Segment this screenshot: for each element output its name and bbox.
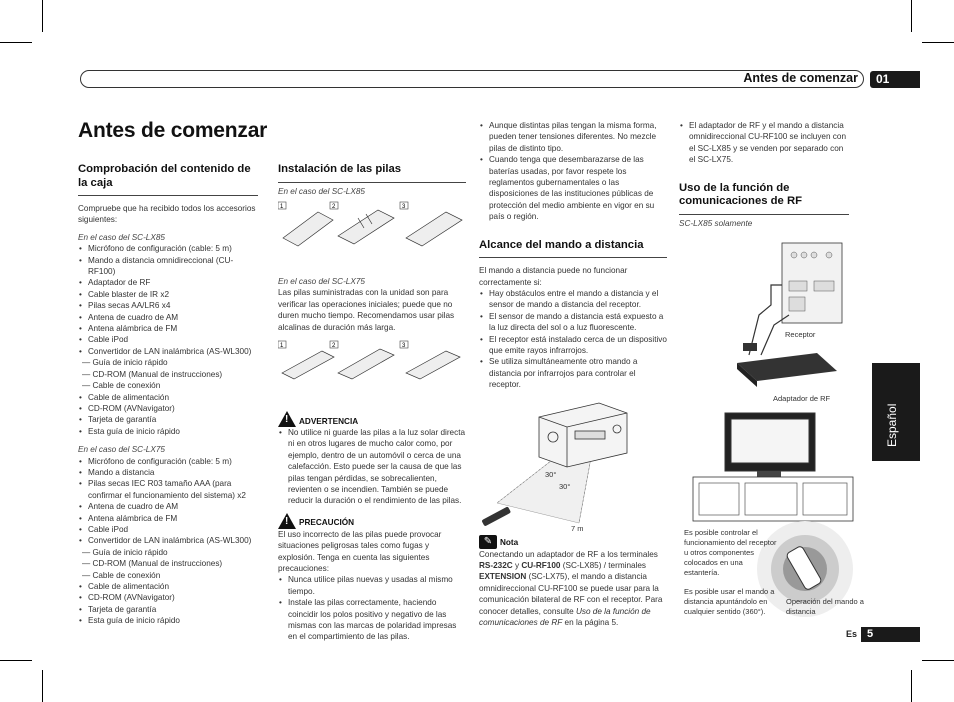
list-item: • Cable de alimentación bbox=[78, 392, 258, 403]
page-title: Antes de comenzar bbox=[78, 119, 268, 142]
crop-mark bbox=[922, 660, 954, 661]
language-tab-label: Español bbox=[885, 403, 899, 447]
page-number: 5 bbox=[861, 627, 920, 642]
note-label: Nota bbox=[500, 538, 519, 548]
column-range bbox=[479, 120, 667, 628]
list-item: • Antena de cuadro de AM bbox=[78, 501, 258, 512]
rf-caption-operation: Operación del mando a distancia bbox=[786, 597, 864, 616]
model-label-lx75: En el caso del SC-LX75 bbox=[278, 276, 365, 286]
crop-mark bbox=[42, 670, 43, 702]
list-item: • Cable de alimentación bbox=[78, 581, 258, 592]
rf-caption-360: Es posible usar el mando a distancia apuntándolo en cualquier sentido (360°). bbox=[684, 587, 775, 616]
heading-range: Alcance del mando a distancia bbox=[479, 239, 667, 259]
list-item: • Cable iPod bbox=[78, 524, 258, 535]
header-section-title: Antes de comenzar bbox=[743, 71, 858, 85]
battery-illustration-lx85 bbox=[278, 200, 466, 250]
note-part: y bbox=[512, 561, 522, 571]
terminal-extension: EXTENSION bbox=[479, 572, 527, 582]
distance-label: 7 m bbox=[571, 523, 584, 533]
angle-label-2: 30° bbox=[559, 481, 571, 491]
crop-mark bbox=[922, 42, 954, 43]
warning-icon bbox=[278, 411, 296, 427]
receptor-label: Receptor bbox=[785, 330, 816, 339]
list-item: • Convertidor de LAN inalámbrica (AS-WL300) bbox=[78, 346, 258, 357]
adapter-label: Adaptador de RF bbox=[773, 394, 831, 403]
column-batteries bbox=[278, 163, 466, 643]
battery-illustration-lx75 bbox=[278, 339, 466, 383]
step-3-label: 3 bbox=[402, 203, 406, 210]
step-1-label: 1 bbox=[280, 342, 284, 349]
model-label-lx85: En el caso del SC-LX85 bbox=[78, 232, 165, 242]
list-item: • CD-ROM (AVNavigator) bbox=[78, 403, 258, 414]
battery-notes-list bbox=[479, 120, 667, 223]
list-item: — Guía de inicio rápido bbox=[82, 358, 168, 368]
model-label-lx75: En el caso del SC-LX75 bbox=[78, 445, 165, 455]
list-item: • Cuando tenga que desembarazarse de las baterías usadas, por favor respete los reglamentos gubernamentales o las disposiciones de las instituciones públicas de protección del medio ambiente en vigor en su país o región. bbox=[479, 154, 667, 222]
list-item: • El sensor de mando a distancia está expuesto a la luz directa del sol o a luz fluorescente. bbox=[479, 311, 667, 334]
step-1-label: 1 bbox=[280, 203, 284, 210]
list-item: • Micrófono de configuración (cable: 5 m) bbox=[78, 243, 258, 254]
note-part: (SC-LX85) / terminales bbox=[560, 561, 647, 571]
heading-box-contents: Comprobación del contenido de la caja bbox=[78, 163, 258, 196]
warning-heading bbox=[278, 411, 466, 427]
list-item: • Antena de cuadro de AM bbox=[78, 312, 258, 323]
caution-label: PRECAUCIÓN bbox=[299, 518, 355, 528]
terminal-curf100: CU-RF100 bbox=[521, 561, 561, 571]
list-item: • Instale las pilas correctamente, haciendo coincidir los polos positivo y negativo de las mismas con las marcas de polaridad impresas en el compartimiento de las pilas. bbox=[278, 597, 466, 643]
list-item: • Esta guía de inicio rápido bbox=[78, 615, 258, 626]
caution-list bbox=[278, 574, 466, 642]
note-heading bbox=[479, 535, 667, 549]
chapter-number: 01 bbox=[870, 71, 920, 88]
list-item: • Adaptador de RF bbox=[78, 277, 258, 288]
list-item: • Se utiliza simultáneamente otro mando a distancia por infrarrojos para controlar el receptor. bbox=[479, 356, 667, 390]
list-item: — CD-ROM (Manual de instrucciones) bbox=[82, 369, 223, 379]
accessory-list-lx75 bbox=[78, 456, 258, 627]
list-item: • El adaptador de RF y el mando a distancia omnidireccional CU-RF100 se incluyen con el SC-LX85 y se venden por separado con el SC-LX75. bbox=[679, 120, 849, 166]
crop-mark bbox=[911, 670, 912, 702]
list-item: • Mando a distancia omnidireccional (CU-RF100) bbox=[78, 255, 258, 278]
range-intro: El mando a distancia puede no funcionar correctamente si: bbox=[479, 266, 628, 287]
rf-subtitle: SC-LX85 solamente bbox=[679, 218, 753, 228]
language-tab bbox=[872, 363, 920, 461]
intro-text: Compruebe que ha recibido todos los accesorios siguientes: bbox=[78, 204, 256, 225]
angle-label-1: 30° bbox=[545, 469, 557, 479]
accessory-list-lx85 bbox=[78, 243, 258, 437]
rf-caption-shelf: Es posible controlar el funcionamiento del receptor u otros componentes colocados en una estantería. bbox=[684, 528, 777, 577]
list-item: • Hay obstáculos entre el mando a distancia y el sensor de mando a distancia del receptor. bbox=[479, 288, 667, 311]
list-item: • Esta guía de inicio rápido bbox=[78, 426, 258, 437]
list-item: • Cable blaster de IR x2 bbox=[78, 289, 258, 300]
range-illustration bbox=[479, 395, 667, 533]
list-item: • Nunca utilice pilas nuevas y usadas al mismo tiempo. bbox=[278, 574, 466, 597]
list-item: • Convertidor de LAN inalámbrica (AS-WL300) bbox=[78, 535, 258, 546]
model-label-lx85: En el caso del SC-LX85 bbox=[278, 186, 365, 196]
list-item: • CD-ROM (AVNavigator) bbox=[78, 592, 258, 603]
list-item: • Tarjeta de garantía bbox=[78, 414, 258, 425]
list-item: • Antena alámbrica de FM bbox=[78, 323, 258, 334]
step-2-label: 2 bbox=[332, 342, 336, 349]
list-item: • Mando a distancia bbox=[78, 467, 258, 478]
list-item: • Cable iPod bbox=[78, 334, 258, 345]
step-2-label: 2 bbox=[332, 203, 336, 210]
warning-list bbox=[278, 427, 466, 507]
note-part: Conectando un adaptador de RF a los terminales bbox=[479, 549, 658, 559]
crop-mark bbox=[911, 0, 912, 32]
list-item: • Aunque distintas pilas tengan la misma forma, pueden tener tensiones diferentes. No mezcle pilas de distinto tipo. bbox=[479, 120, 667, 154]
rf-note-list bbox=[679, 120, 849, 166]
list-item: — Cable de conexión bbox=[82, 381, 161, 391]
note-icon: ✎ bbox=[479, 535, 497, 549]
list-item: • Micrófono de configuración (cable: 5 m) bbox=[78, 456, 258, 467]
note-text bbox=[479, 549, 667, 629]
cross-reference: Uso de la función de comunicaciones de RF bbox=[479, 606, 651, 628]
list-item: • No utilice ni guarde las pilas a la luz solar directa ni en otros lugares de mucho calor como, por ejemplo, dentro de un automóvil o cerca de una calefacción. Esto puede ser la causa de que las pilas tengan pérdidas, se sobrecalienten, revienten o se incendien. También se puede reducir la duración o el rendimiento de las pilas. bbox=[278, 427, 466, 507]
terminal-rs232c: RS-232C bbox=[479, 561, 513, 571]
note-part: (SC-LX75), el mando a distancia omnidireccional CU-RF100 se puede usar para la comunicación bilateral de RF con el receptor. Para conocer detalles, consulte bbox=[479, 572, 663, 616]
crop-mark bbox=[42, 0, 43, 32]
heading-batteries: Instalación de las pilas bbox=[278, 163, 466, 183]
warning-label: ADVERTENCIA bbox=[299, 416, 359, 426]
column-rf bbox=[679, 120, 849, 229]
heading-rf: Uso de la función de comunicaciones de RF bbox=[679, 182, 849, 215]
list-item: — Cable de conexión bbox=[82, 570, 161, 580]
list-item: • Antena alámbrica de FM bbox=[78, 513, 258, 524]
footer-lang: Es bbox=[846, 629, 858, 639]
caution-heading bbox=[278, 513, 466, 529]
crop-mark bbox=[0, 660, 32, 661]
list-item: • Pilas secas AA/LR6 x4 bbox=[78, 300, 258, 311]
list-item: • Pilas secas IEC R03 tamaño AAA (para confirmar el funcionamiento del sistema) x2 bbox=[78, 478, 258, 501]
list-item: — CD-ROM (Manual de instrucciones) bbox=[82, 559, 223, 569]
range-conditions-list bbox=[479, 288, 667, 391]
caution-text: El uso incorrecto de las pilas puede provocar situaciones peligrosas tales como fugas y explosión. Tenga en cuenta las siguientes precauciones: bbox=[278, 529, 442, 573]
crop-mark bbox=[0, 42, 32, 43]
list-item: • Tarjeta de garantía bbox=[78, 604, 258, 615]
list-item: — Guía de inicio rápido bbox=[82, 547, 168, 557]
column-contents bbox=[78, 163, 258, 627]
step-3-label: 3 bbox=[402, 342, 406, 349]
list-item: • El receptor está instalado cerca de un dispositivo que emite rayos infrarrojos. bbox=[479, 334, 667, 357]
lx75-battery-text: Las pilas suministradas con la unidad son para verificar las operaciones iniciales; puede que no duren mucho tiempo. Recomendamos usar pilas alcalinas de duración más larga. bbox=[278, 288, 455, 332]
caution-icon bbox=[278, 513, 296, 529]
note-part: en la página 5. bbox=[562, 618, 619, 628]
